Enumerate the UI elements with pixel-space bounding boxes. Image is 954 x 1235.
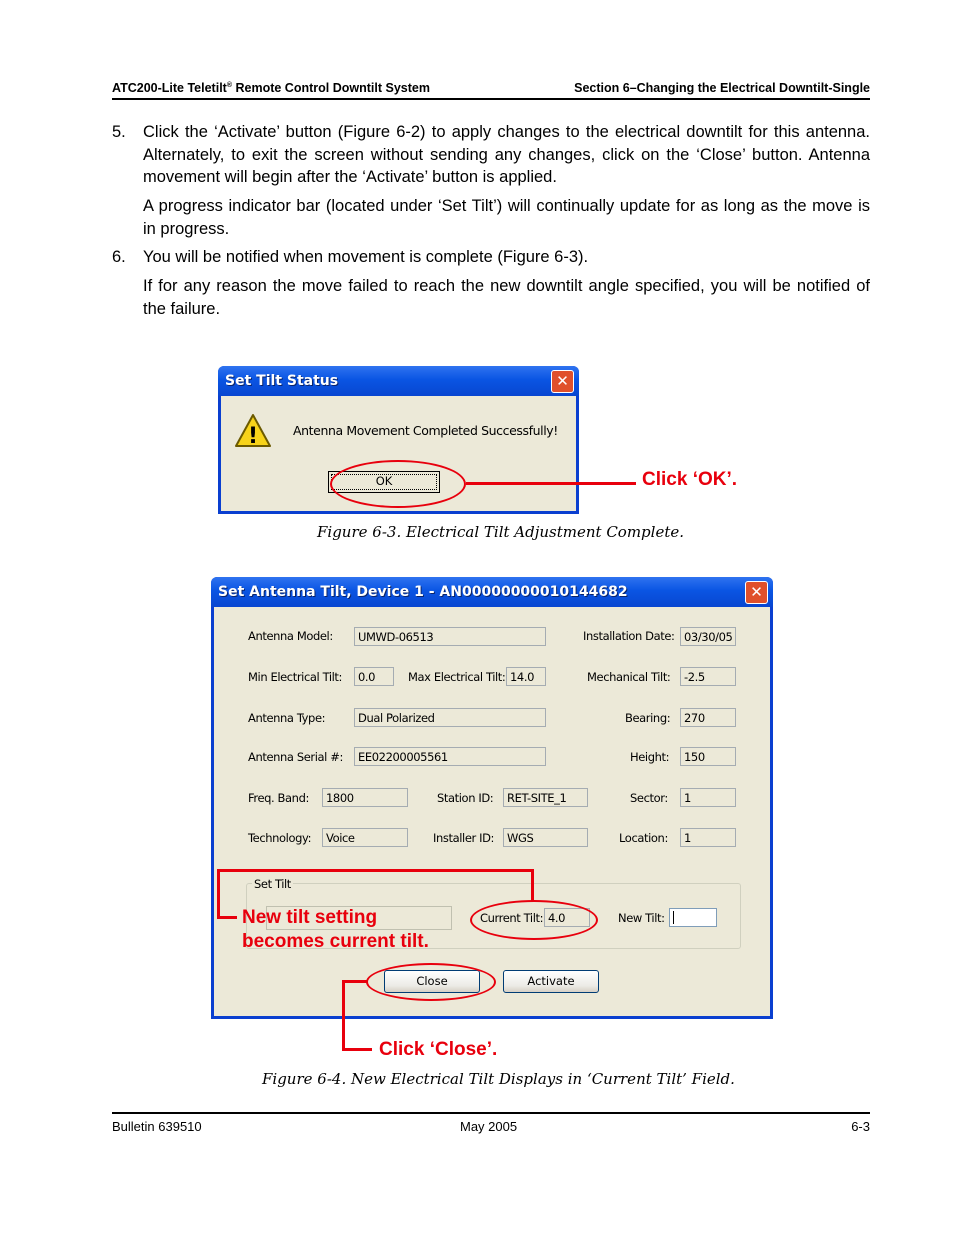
mechanical-tilt-label: Mechanical Tilt:	[587, 670, 671, 684]
location-label: Location:	[619, 831, 668, 845]
installer-id-label: Installer ID:	[433, 831, 494, 845]
ok-label: OK	[375, 474, 393, 488]
location-field[interactable]: 1	[680, 828, 736, 847]
ok-highlight-oval	[330, 460, 466, 508]
freq-band-label: Freq. Band:	[248, 791, 309, 805]
close-button[interactable]: Close	[384, 970, 480, 993]
current-tilt-highlight-oval	[470, 900, 598, 940]
close-callout-line-top	[342, 980, 368, 983]
station-id-label: Station ID:	[437, 791, 494, 805]
header-rule	[112, 98, 870, 100]
tilt-callout-line1: New tilt setting	[242, 907, 378, 928]
dialog-title: Set Tilt Status	[225, 373, 339, 389]
freq-band-field[interactable]: 1800	[322, 788, 408, 807]
tilt-callout-line2: becomes current tilt.	[242, 931, 429, 952]
step-6-text: You will be notified when movement is complete (Figure 6-3).	[143, 248, 589, 266]
close-highlight-oval	[366, 963, 496, 1001]
close-callout-line-vertical	[342, 980, 345, 1051]
antenna-model-label: Antenna Model:	[248, 629, 333, 643]
tilt-callout-line-top	[217, 869, 534, 872]
footer-bulletin: Bulletin 639510	[112, 1119, 202, 1134]
max-electrical-tilt-field[interactable]: 14.0	[506, 667, 546, 686]
close-icon[interactable]: ✕	[551, 370, 574, 393]
header-product-name: ATC200-Lite Teletilt	[112, 81, 227, 95]
warning-icon	[234, 413, 272, 449]
installer-id-field[interactable]: WGS	[503, 828, 588, 847]
step-5-number: 5.	[112, 123, 126, 141]
ok-callout: Click ‘OK’.	[642, 469, 738, 490]
step-5-text: Click the ‘Activate’ button (Figure 6-2) to apply changes to the electrical downtilt for this antenna. Alternately, to exit the screen without sending any changes, click on the ‘Close’ button. Antenna movement will begin after the ‘Activate’ button is applied.	[143, 123, 870, 186]
tilt-callout-line-vertical-right	[531, 869, 534, 902]
dialog-titlebar	[218, 366, 579, 396]
installation-date-label: Installation Date:	[583, 629, 675, 643]
antenna-serial-field[interactable]: EE02200005561	[354, 747, 546, 766]
close-icon[interactable]: ✕	[745, 581, 768, 604]
footer-rule	[112, 1112, 870, 1114]
text-cursor	[673, 911, 674, 924]
status-message: Antenna Movement Completed Successfully!	[293, 423, 558, 438]
header-section-title: Section 6–Changing the Electrical Downtilt-Single	[574, 81, 870, 95]
header-product-suffix: Remote Control Downtilt System	[232, 81, 430, 95]
set-tilt-group-label: Set Tilt	[254, 877, 291, 891]
header-left	[112, 81, 430, 95]
sector-field[interactable]: 1	[680, 788, 736, 807]
min-electrical-tilt-field[interactable]: 0.0	[354, 667, 394, 686]
tilt-callout-line-vertical-left	[217, 869, 220, 919]
new-tilt-input[interactable]	[669, 908, 717, 927]
ok-callout-line	[466, 482, 636, 485]
height-field[interactable]: 150	[680, 747, 736, 766]
new-tilt-label: New Tilt:	[618, 911, 665, 925]
antenna-model-field[interactable]: UMWD-06513	[354, 627, 546, 646]
technology-label: Technology:	[248, 831, 312, 845]
antenna-type-label: Antenna Type:	[248, 711, 326, 725]
technology-field[interactable]: Voice	[322, 828, 408, 847]
antenna-serial-label: Antenna Serial #:	[248, 750, 343, 764]
sector-label: Sector:	[630, 791, 668, 805]
dialog-title: Set Antenna Tilt, Device 1 - AN00000000010144682	[218, 584, 628, 600]
dialog-titlebar	[211, 577, 773, 607]
current-tilt-field[interactable]: 4.0	[544, 908, 590, 927]
figure-6-4-caption: Figure 6-4. New Electrical Tilt Displays in ‘Current Tilt’ Field.	[262, 1070, 735, 1088]
registered-mark: ®	[226, 81, 233, 89]
bearing-label: Bearing:	[625, 711, 671, 725]
activate-button[interactable]: Activate	[503, 970, 599, 993]
installation-date-field[interactable]: 03/30/05	[680, 627, 736, 646]
height-label: Height:	[630, 750, 670, 764]
close-callout-line-bottom	[342, 1048, 372, 1051]
close-callout: Click ‘Close’.	[379, 1039, 498, 1060]
warning-mark: !	[247, 424, 259, 449]
bearing-field[interactable]: 270	[680, 708, 736, 727]
mechanical-tilt-field[interactable]: -2.5	[680, 667, 736, 686]
figure-6-3-caption: Figure 6-3. Electrical Tilt Adjustment Complete.	[317, 523, 685, 541]
max-electrical-tilt-label: Max Electrical Tilt:	[408, 670, 506, 684]
current-tilt-label: Current Tilt:	[480, 911, 544, 925]
tilt-callout-line-tick	[217, 916, 237, 919]
station-id-field[interactable]: RET-SITE_1	[503, 788, 588, 807]
step-6-note: If for any reason the move failed to reach the new downtilt angle specified, you will be notified of the failure.	[143, 277, 870, 318]
footer-page-number: 6-3	[851, 1119, 870, 1134]
min-electrical-tilt-label: Min Electrical Tilt:	[248, 670, 343, 684]
footer-date: May 2005	[460, 1119, 518, 1134]
antenna-type-field[interactable]: Dual Polarized	[354, 708, 546, 727]
step-5-note: A progress indicator bar (located under ‘Set Tilt’) will continually update for as long as the move is in progress.	[143, 197, 870, 238]
step-6-number: 6.	[112, 248, 126, 266]
